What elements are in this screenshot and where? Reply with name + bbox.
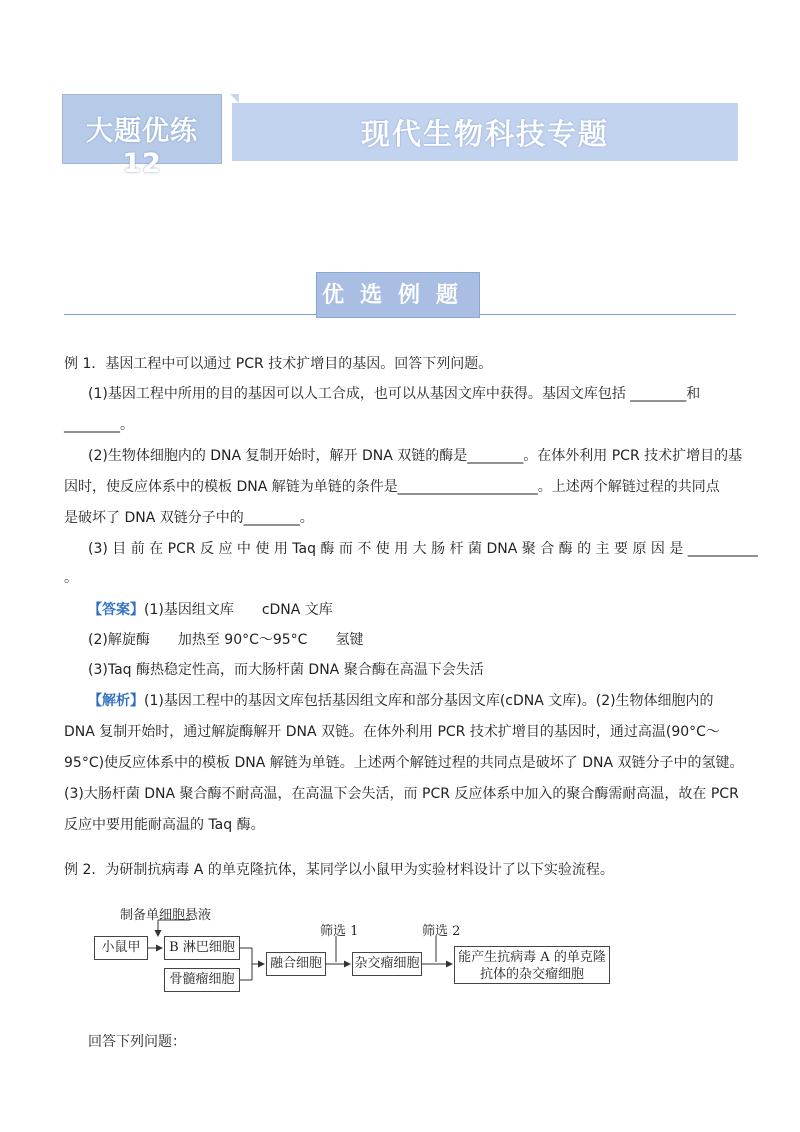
analysis-line1 xyxy=(88,691,768,711)
banner-left-title: 大题优练 12 xyxy=(86,116,198,179)
diagram-screen1-label: 筛选 1 xyxy=(320,924,359,939)
example1-q1-line2: ________。 xyxy=(64,417,134,433)
analysis-1: (1)基因工程中的基因文库包括基因组文库和部分基因文库(cDNA 文库)。(2)生物体细胞内的 xyxy=(144,693,714,709)
diagram-final-line1: 能产生抗病毒 A 的单克隆 xyxy=(458,950,606,965)
example1-q1-line1: (1)基因工程中所用的目的基因可以人工合成，也可以从基因文库中获得。基因文库包括 ________和 xyxy=(88,386,701,402)
answer-2: (2)解旋酶 加热至 90°C～95°C 氢键 xyxy=(88,632,364,648)
diagram-final-line2: 抗体的杂交瘤细胞 xyxy=(479,967,584,982)
example1-stem: 例 1．基因工程中可以通过 PCR 技术扩增目的基因。回答下列问题。 xyxy=(64,356,493,372)
analysis-3: 95°C)使反应体系中的模板 DNA 解链为单链。上述两个解链过程的共同点是破坏了 DNA 双链分子中的氢键。 xyxy=(64,755,744,771)
diagram-final-box xyxy=(454,946,610,984)
answer-block-line1 xyxy=(88,600,768,620)
banner-notch xyxy=(230,94,239,103)
answer-1: (1)基因组文库 cDNA 文库 xyxy=(144,602,333,618)
example1-q3-line2: 。 xyxy=(64,570,78,586)
title-banner-right xyxy=(232,103,738,161)
diagram-top-label: 制备单细胞悬液 xyxy=(120,908,212,923)
section-badge xyxy=(316,272,480,318)
diagram-mouse-box: 小鼠甲 xyxy=(94,936,148,960)
answer-tag: 【答案】 xyxy=(88,602,144,618)
diagram-bcell-box: B 淋巴细胞 xyxy=(164,936,240,960)
example1-q3-line1: (3) 目 前 在 PCR 反 应 中 使 用 Taq 酶 而 不 使 用 大 肠 杆 菌 DNA 聚 合 酶 的 主 要 原 因 是 __________ xyxy=(88,541,758,557)
analysis-4: (3)大肠杆菌 DNA 聚合酶不耐高温，在高温下会失活，而 PCR 反应体系中加入的聚合酶需耐高温，故在 PCR xyxy=(64,786,739,802)
example1-q2-line1: (2)生物体细胞内的 DNA 复制开始时，解开 DNA 双链的酶是________。在体外利用 PCR 技术扩增目的基 xyxy=(88,448,743,464)
flow-diagram xyxy=(90,900,630,1000)
diagram-fusion-box: 融合细胞 xyxy=(266,952,326,976)
title-banner-left xyxy=(62,94,222,179)
section-badge-label: 优选例题 xyxy=(321,283,474,308)
example2-stem: 例 2．为研制抗病毒 A 的单克隆抗体，某同学以小鼠甲为实验材料设计了以下实验流程。 xyxy=(64,862,614,878)
answer-3: (3)Taq 酶热稳定性高，而大肠杆菌 DNA 聚合酶在高温下会失活 xyxy=(88,662,484,678)
diagram-myeloma-box: 骨髓瘤细胞 xyxy=(164,968,240,992)
diagram-screen2-label: 筛选 2 xyxy=(422,924,461,939)
example1-q2-line3: 是破坏了 DNA 双链分子中的________。 xyxy=(64,510,314,526)
analysis-tag: 【解析】 xyxy=(88,693,144,709)
diagram-hybridoma-box: 杂交瘤细胞 xyxy=(352,952,422,976)
example2-followup: 回答下列问题： xyxy=(88,1034,186,1050)
example1-q2-line2: 因时，使反应体系中的模板 DNA 解链为单链的条件是____________________。上述两个解链过程的共同点 xyxy=(64,479,720,495)
banner-right-title: 现代生物科技专题 xyxy=(360,117,609,151)
analysis-2: DNA 复制开始时，通过解旋酶解开 DNA 双链。在体外利用 PCR 技术扩增目的基因时，通过高温(90°C～ xyxy=(64,724,720,740)
analysis-5: 反应中要用能耐高温的 Taq 酶。 xyxy=(64,817,265,833)
